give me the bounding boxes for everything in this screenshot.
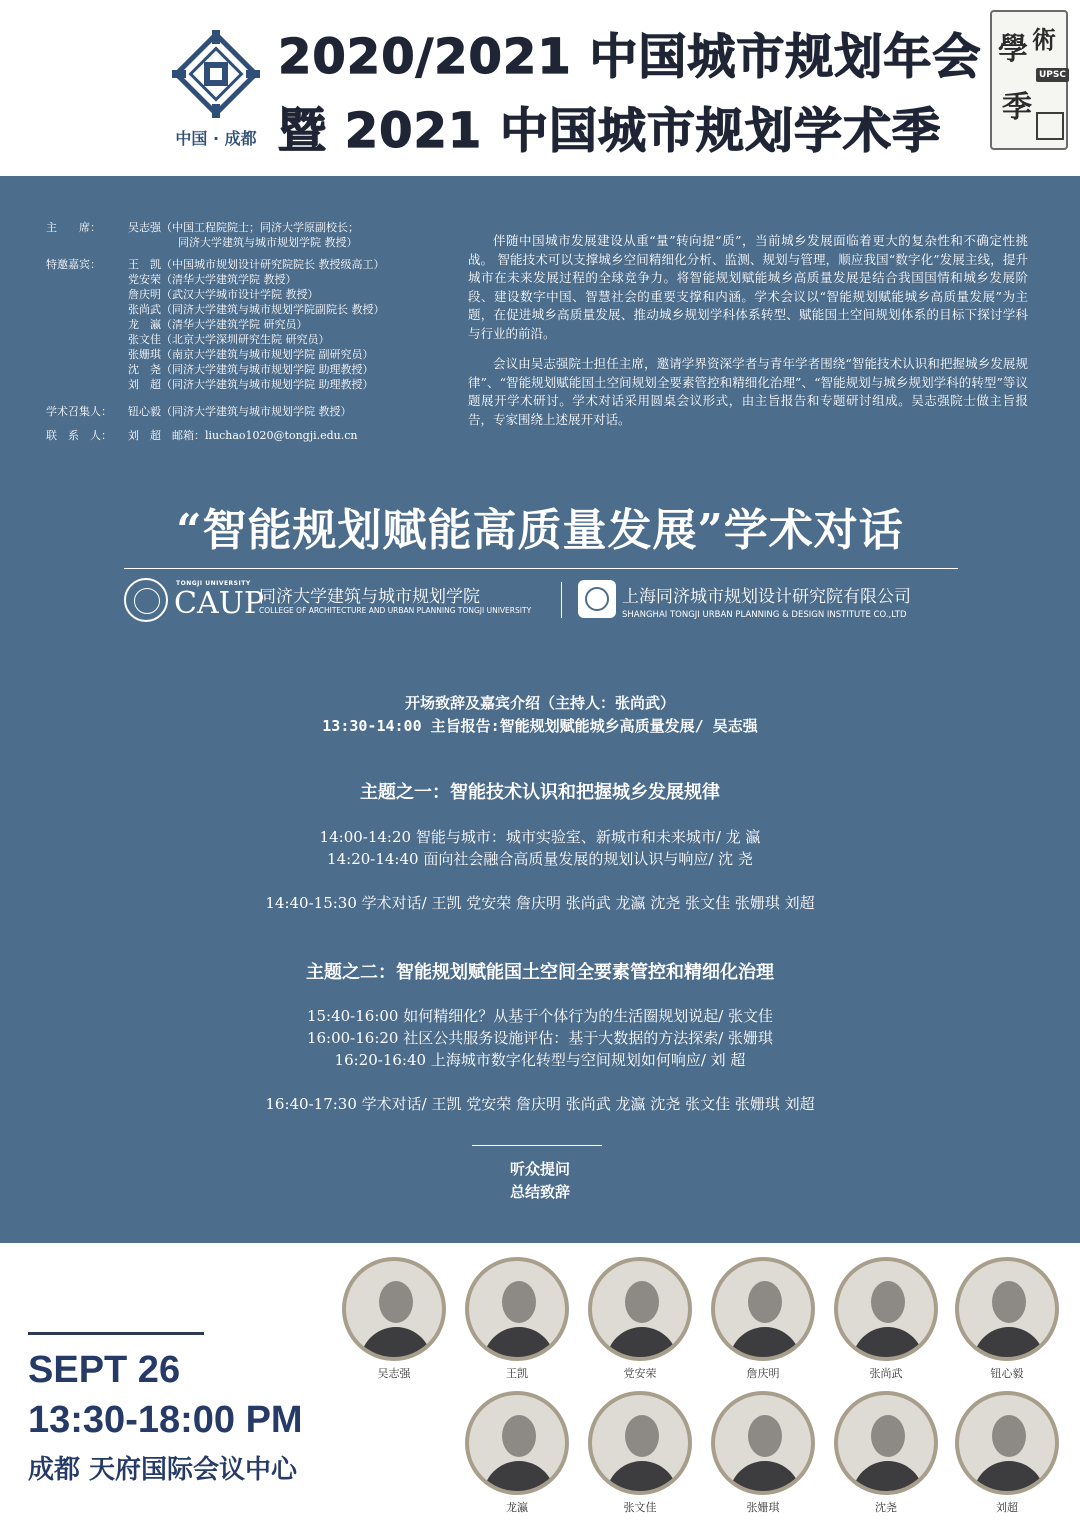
- speaker-card: [586, 1257, 694, 1381]
- academic-season-seal: [990, 10, 1068, 150]
- convener-label: 学术召集人：: [46, 405, 112, 418]
- chair-value: 吴志强（中国工程院院士；同济大学原副校长；: [128, 221, 359, 234]
- header-title-line1: 2020/2021 中国城市规划年会: [278, 29, 982, 85]
- header: [0, 0, 1080, 176]
- guest-item: 龙 瀛（清华大学建筑学院 研究员）: [128, 318, 308, 331]
- tjup-english-name: SHANGHAI TONGJI URBAN PLANNING & DESIGN INSTITUTE CO.,LTD: [622, 610, 907, 620]
- caup-university-label: TONGJI UNIVERSITY: [176, 580, 251, 587]
- caup-english-name: COLLEGE OF ARCHITECTURE AND URBAN PLANNING TONGJI UNIVERSITY: [259, 606, 532, 615]
- guest-item: 党安荣（清华大学建筑学院 教授）: [128, 273, 297, 286]
- agenda-theme-1: 主题之一：智能技术认识和把握城乡发展规律: [360, 782, 720, 803]
- speaker-photo: [588, 1391, 692, 1495]
- speaker-card: [953, 1391, 1061, 1515]
- speaker-card: [463, 1391, 571, 1515]
- dialogue-title: “智能规划赋能高质量发展”学术对话: [176, 505, 904, 556]
- chair-value-2: 同济大学建筑与城市规划学院 教授）: [178, 236, 358, 249]
- agenda-item: 14:00-14:20 智能与城市：城市实验室、新城市和未来城市/ 龙 瀛: [319, 828, 761, 846]
- main-panel: [0, 176, 1080, 1243]
- seal-badge: UPSC: [1036, 68, 1069, 82]
- speaker-card: [709, 1391, 817, 1515]
- speaker-photo: [711, 1391, 815, 1495]
- event-date: SEPT 26: [28, 1349, 181, 1391]
- agenda-dialogue: 16:40-17:30 学术对话/ 王凯 党安荣 詹庆明 张尚武 龙瀛 沈尧 张文佳 张姗琪 刘超: [265, 1095, 815, 1113]
- conference-logo: [168, 26, 264, 122]
- speaker-name: 沈尧: [875, 1501, 897, 1514]
- agenda-opening: 开场致辞及嘉宾介绍（主持人：张尚武）: [404, 694, 675, 712]
- speaker-card: [832, 1391, 940, 1515]
- guest-item: 刘 超（同济大学建筑与城市规划学院 助理教授）: [128, 378, 374, 391]
- intro-paragraph-1: 伴随中国城市发展建设从重“量”转向提“质”，当前城乡发展面临着更大的复杂性和不确定性挑战。 智能技术可以支撑城乡空间精细化分析、监测、规划与管理，顺应我国“数字化”发展主线，提升城市在未来发展过程的全球竞争力。将智能规划赋能城乡高质量发展是结合我国国情和城乡发展阶段、建设数字中国、智慧社会的重要支撑和内涵。学术会议以“智能规划赋能城乡高质量发展”为主题，在促进城乡高质量发展、推动城乡规划学科体系转型、赋能国土空间规划体系的目标下探讨学科与行业的前沿。: [468, 233, 1028, 341]
- speaker-photo: [711, 1257, 815, 1361]
- speaker-name: 刘超: [996, 1501, 1018, 1514]
- speaker-card: [586, 1391, 694, 1515]
- guest-item: 沈 尧（同济大学建筑与城市规划学院 助理教授）: [128, 363, 374, 376]
- event-time: 13:30-18:00 PM: [28, 1399, 303, 1441]
- header-title-line2: 暨 2021 中国城市规划学术季: [278, 103, 942, 159]
- speaker-card: [463, 1257, 571, 1381]
- speaker-name: 王凯: [506, 1367, 528, 1380]
- title-divider: [124, 568, 958, 569]
- speaker-name: 吴志强: [377, 1367, 411, 1380]
- agenda-item: 14:20-14:40 面向社会融合高质量发展的规划认识与响应/ 沈 尧: [327, 850, 753, 868]
- speaker-photo: [955, 1257, 1059, 1361]
- guest-item: 张尚武（同济大学建筑与城市规划学院副院长 教授）: [128, 303, 385, 316]
- logo-caption: 中国 · 成都: [175, 129, 257, 148]
- organizer-divider: [561, 582, 562, 618]
- seal-char-2: 術: [1032, 25, 1056, 54]
- seal-char-3: 季: [1002, 90, 1032, 125]
- caup-logo-text: CAUP: [174, 586, 265, 621]
- speaker-card: [953, 1257, 1061, 1381]
- speaker-photo: [588, 1257, 692, 1361]
- agenda-item: 16:00-16:20 社区公共服务设施评估：基于大数据的方法探索/ 张姗琪: [306, 1029, 774, 1047]
- agenda-theme-2: 主题之二：智能规划赋能国土空间全要素管控和精细化治理: [306, 962, 774, 983]
- agenda-item: 15:40-16:00 如何精细化？从基于个体行为的生活圈规划说起/ 张文佳: [306, 1007, 774, 1025]
- speaker-photo: [834, 1257, 938, 1361]
- guests-label: 特邀嘉宾：: [46, 258, 101, 271]
- contact-label: 联 系 人：: [46, 429, 112, 442]
- speaker-photo: [342, 1257, 446, 1361]
- convener-value: 钮心毅（同济大学建筑与城市规划学院 教授）: [128, 405, 352, 418]
- agenda-keynote: 13:30-14:00 主旨报告:智能规划赋能城乡高质量发展/ 吴志强: [322, 717, 758, 735]
- footer: [0, 1243, 1080, 1527]
- speaker-name: 张尚武: [869, 1367, 903, 1380]
- agenda-divider: [472, 1145, 602, 1146]
- date-divider: [28, 1332, 204, 1335]
- speaker-card: [340, 1257, 448, 1381]
- agenda-closing: 总结致辞: [509, 1183, 570, 1201]
- speaker-name: 党安荣: [623, 1367, 657, 1380]
- caup-chinese-name: 同济大学建筑与城市规划学院: [259, 587, 480, 607]
- speaker-card: [709, 1257, 817, 1381]
- speaker-photo: [465, 1257, 569, 1361]
- guest-item: 张文佳（北京大学深圳研究生院 研究员）: [128, 333, 330, 346]
- intro-paragraph-2: 会议由吴志强院士担任主席，邀请学界资深学者与青年学者围绕“智能技术认识和把握城乡发展规律”、“智能规划赋能国土空间规划全要素管控和精细化治理”、“智能规划与城乡规划学科的转型”等议题展开学术研讨。学术对话采用圆桌会议形式，由主旨报告和专题研讨组成。吴志强院士做主旨报告，专家围绕上述展开对话。: [468, 356, 1028, 427]
- seal-char-1: 學: [998, 32, 1028, 67]
- tongji-university-seal-icon: [124, 578, 168, 622]
- guest-item: 张姗琪（南京大学建筑与城市规划学院 副研究员）: [128, 348, 374, 361]
- speaker-name: 张姗琪: [746, 1501, 780, 1514]
- speaker-photo: [955, 1391, 1059, 1495]
- speaker-name: 张文佳: [623, 1501, 657, 1514]
- intro-text: [468, 232, 1028, 441]
- tjup-chinese-name: 上海同济城市规划设计研究院有限公司: [622, 587, 911, 607]
- speaker-photo: [465, 1391, 569, 1495]
- guest-item: 王 凯（中国城市规划设计研究院院长 教授级高工）: [128, 258, 385, 271]
- speaker-name: 龙瀛: [506, 1501, 528, 1514]
- tjup-logo-icon: [578, 580, 616, 618]
- speaker-name: 钮心毅: [990, 1367, 1024, 1380]
- speaker-photo: [834, 1391, 938, 1495]
- chair-label: 主 席：: [46, 221, 101, 234]
- seal-stamp-icon: [1036, 112, 1064, 140]
- agenda-dialogue: 14:40-15:30 学术对话/ 王凯 党安荣 詹庆明 张尚武 龙瀛 沈尧 张文佳 张姗琪 刘超: [265, 894, 815, 912]
- speaker-card: [832, 1257, 940, 1381]
- agenda-qa: 听众提问: [509, 1160, 570, 1178]
- event-venue: 成都 天府国际会议中心: [28, 1455, 298, 1485]
- guest-item: 詹庆明（武汉大学城市设计学院 教授）: [128, 288, 319, 301]
- agenda-item: 16:20-16:40 上海城市数字化转型与空间规划如何响应/ 刘 超: [334, 1051, 746, 1069]
- contact-value: 刘 超 邮箱：liuchao1020@tongji.edu.cn: [128, 429, 358, 442]
- speaker-name: 詹庆明: [746, 1367, 780, 1380]
